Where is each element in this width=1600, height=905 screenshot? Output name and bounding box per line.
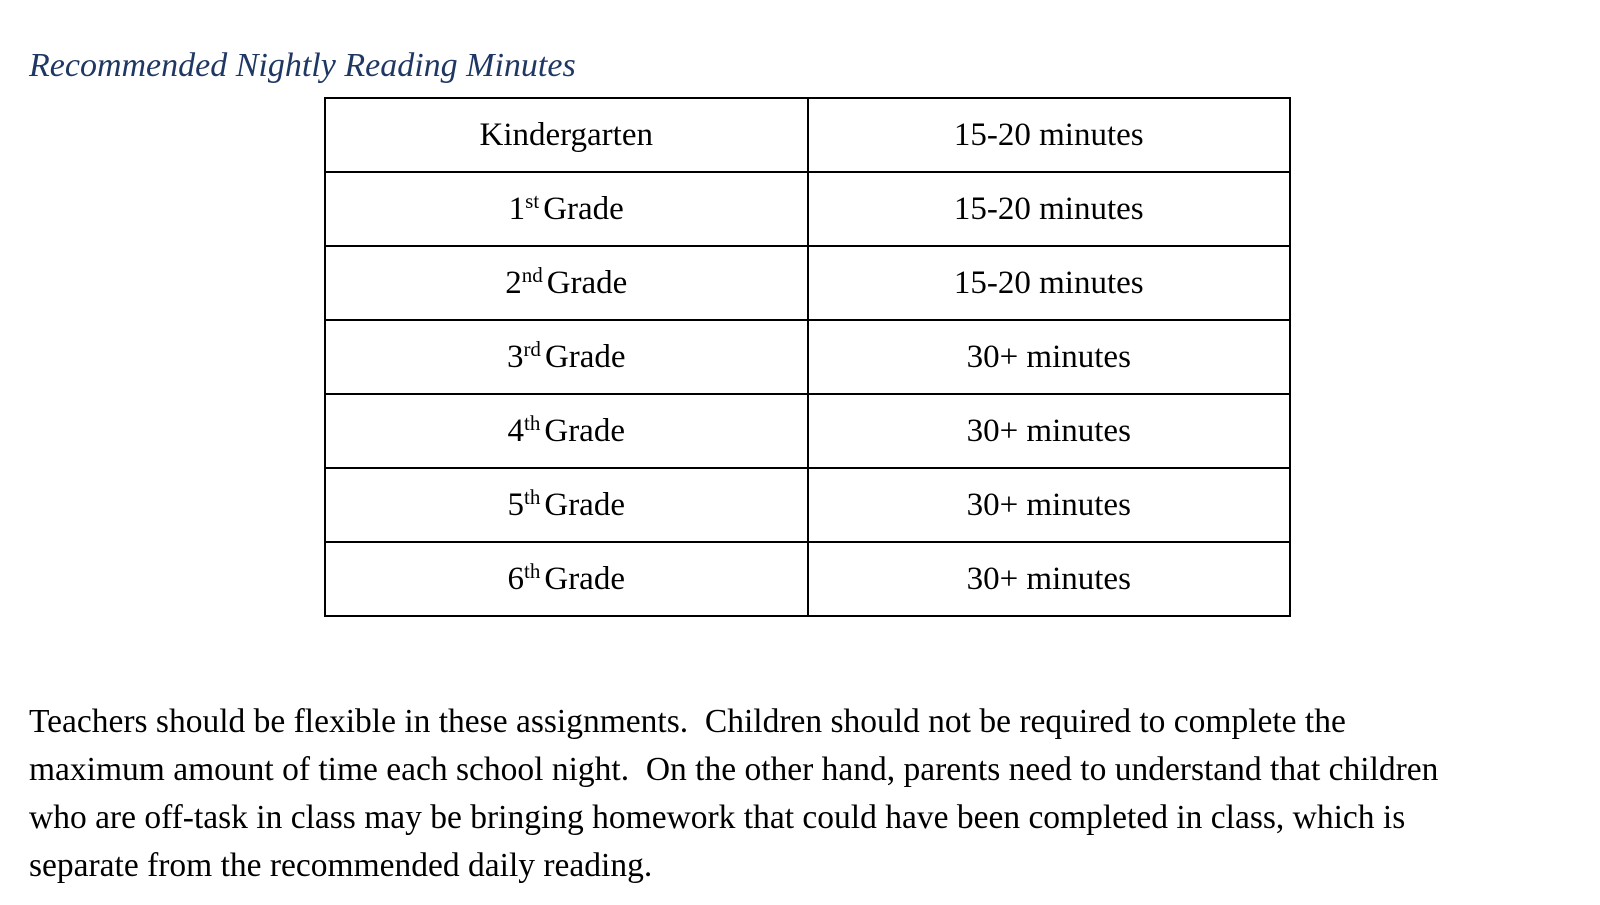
minutes-cell: 30+ minutes [808,542,1291,616]
grade-number: 1 [508,190,526,227]
paragraph-line: maximum amount of time each school night. On the other hand, parents need to understand that children [29,751,1439,788]
grade-cell [325,394,808,468]
grade-number: 6 [507,560,525,597]
minutes-cell: 15-20 minutes [808,172,1291,246]
body-paragraph [29,698,1589,890]
table-caption: Recommended Nightly Reading Minutes [29,47,576,84]
grade-number: 3 [506,338,524,375]
table-row [325,172,1290,246]
grade-suffix: nd [521,263,543,287]
table-row [325,542,1290,616]
grade-cell [325,320,808,394]
minutes-cell: 30+ minutes [808,394,1291,468]
minutes-cell: 30+ minutes [808,320,1291,394]
grade-label: Kindergarten [479,116,653,153]
minutes-cell: 15-20 minutes [808,246,1291,320]
grade-number: 2 [505,264,522,301]
minutes-cell: 30+ minutes [808,468,1291,542]
grade-suffix: th [524,485,541,509]
paragraph-line: Teachers should be flexible in these assignments. Children should not be required to complete the [29,703,1346,740]
grade-word: Grade [544,486,625,523]
grade-cell [325,246,808,320]
grade-cell [325,98,808,172]
table-row [325,468,1290,542]
grade-cell [325,542,808,616]
grade-word: Grade [544,560,625,597]
grade-word: Grade [544,412,625,449]
grade-word: Grade [546,264,628,301]
minutes-cell: 15-20 minutes [808,98,1291,172]
paragraph-line: separate from the recommended daily reading. [29,847,653,884]
grade-suffix: st [525,189,540,213]
table-row [325,246,1290,320]
grade-suffix: th [524,559,541,583]
table-row [325,98,1290,172]
grade-word: Grade [543,190,624,227]
grade-number: 5 [507,486,525,523]
grade-suffix: rd [523,337,541,361]
reading-minutes-table [324,97,1291,617]
paragraph-line: who are off-task in class may be bringing homework that could have been completed in class, which is [29,799,1406,836]
grade-cell [325,172,808,246]
table-row [325,320,1290,394]
grade-number: 4 [507,412,525,449]
grade-suffix: th [524,411,541,435]
grade-word: Grade [544,338,626,375]
grade-cell [325,468,808,542]
table-row [325,394,1290,468]
